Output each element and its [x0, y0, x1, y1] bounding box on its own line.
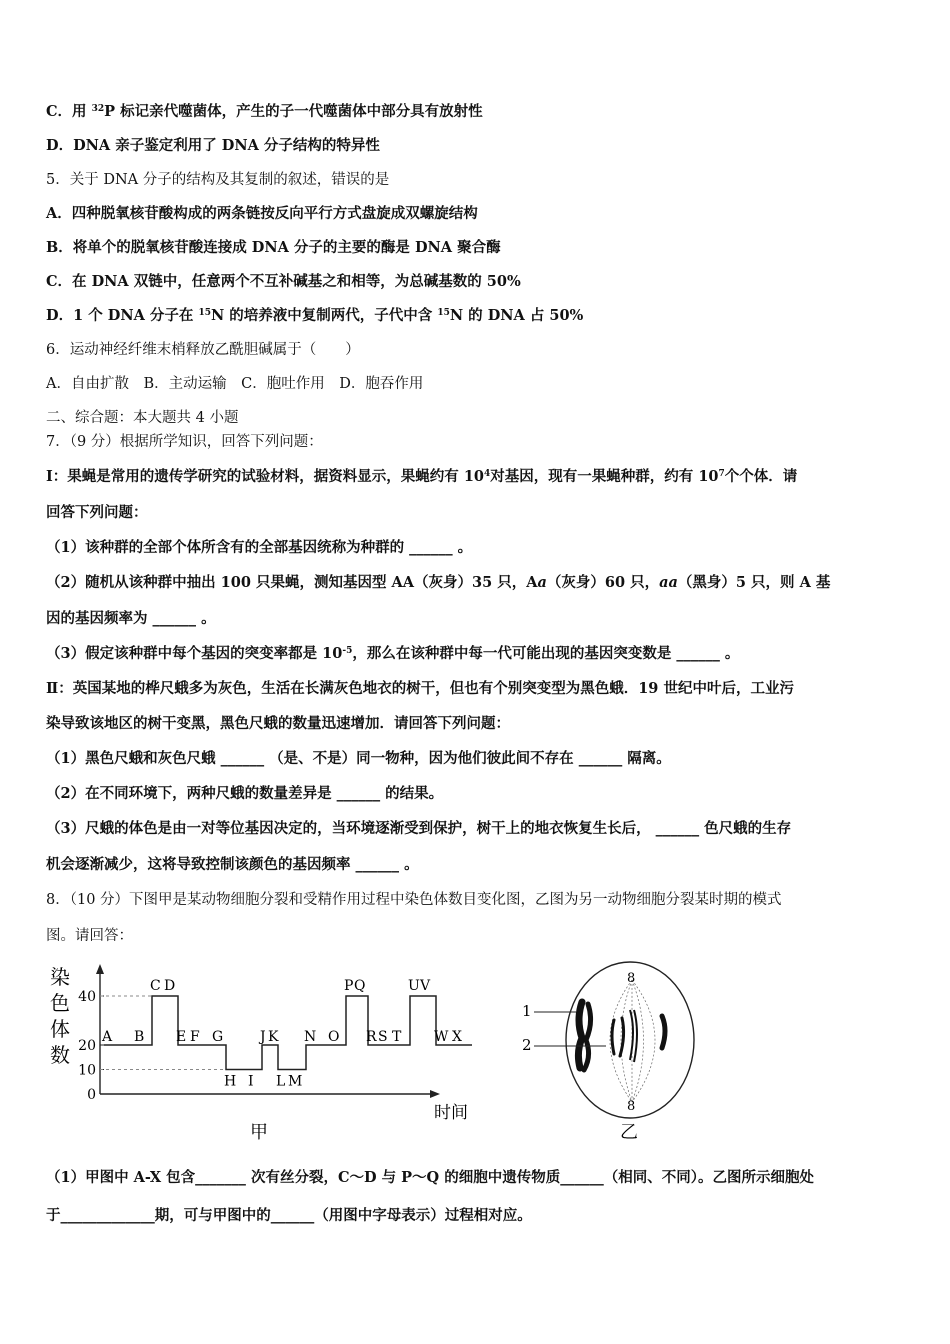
- cell-division-diagram: [510, 960, 710, 1145]
- chart-y-axis-arrow: [96, 964, 104, 974]
- chromosome-3: [620, 1018, 624, 1056]
- chart-point-label: R: [366, 1029, 377, 1045]
- centrosome-bottom: 8: [627, 1099, 636, 1114]
- chart-point-label: E: [176, 1029, 187, 1045]
- chart-series-line: [104, 996, 472, 1070]
- q8-sub-1: （1）甲图中 A-X 包含_______ 次有丝分裂，C～D 与 P～Q 的细胞中遗传物质______（相同、不同）。乙图所示细胞处: [46, 1169, 814, 1186]
- q6-stem: 6．运动神经纤维末梢释放乙酰胆碱属于（ ）: [46, 342, 360, 358]
- q7-i-1: （1）该种群的全部个体所含有的全部基因统称为种群的 ______ 。: [46, 539, 473, 556]
- chart-point-label: M: [288, 1073, 303, 1090]
- chart-point-label: X: [452, 1029, 462, 1045]
- chart-x-axis-arrow: [430, 1090, 440, 1098]
- q7-ii-2: （2）在不同环境下，两种尺蛾的数量差异是 ______ 的结果。: [46, 785, 444, 802]
- q4-option-d: D．DNA 亲子鉴定利用了 DNA 分子结构的特异性: [46, 137, 380, 154]
- chart-y-label-char: 体: [50, 1017, 70, 1041]
- chart-y-tick-label: 40: [78, 989, 96, 1005]
- q7-i-3: （3）假定该种群中每个基因的突变率都是 $10^{-5}$，那么在该种群中每一代可能出现的基因突变数是 ______ 。: [46, 645, 740, 662]
- chart-point-label: T: [392, 1029, 402, 1045]
- chart-point-label: F: [190, 1029, 200, 1045]
- chart-point-label: V: [420, 978, 431, 994]
- chart-point-label: W: [434, 1029, 449, 1045]
- chart-point-label: A: [102, 1029, 113, 1045]
- chart-point-label: N: [304, 1029, 317, 1045]
- chromosome-4: [630, 1010, 633, 1060]
- q5-option-b: B．将单个的脱氧核苷酸连接成 DNA 分子的主要的酶是 DNA 聚合酶: [46, 239, 501, 256]
- chart-point-label: D: [164, 978, 176, 994]
- q8-stem: 8．（10 分）下图甲是某动物细胞分裂和受精作用过程中染色体数目变化图，乙图为另一动物细胞分裂某时期的模式: [46, 892, 782, 908]
- q7-ii-3-line2: 机会逐渐减少，这将导致控制该颜色的基因频率 ______ 。: [46, 856, 419, 873]
- chart-point-label: P: [344, 978, 354, 994]
- chart-point-label: L: [276, 1073, 286, 1090]
- q7-ii-3: （3）尺蛾的体色是由一对等位基因决定的，当环境逐渐受到保护，树干上的地衣恢复生长后， ______ 色尺蛾的生存: [46, 820, 792, 837]
- chart-point-label: O: [328, 1029, 340, 1045]
- chart-point-label: B: [134, 1029, 145, 1045]
- chromosome-4-sister: [634, 1010, 637, 1062]
- q7-ii-1: （1）黑色尺蛾和灰色尺蛾 ______ （是、不是）同一物种，因为他们彼此间不存在 ______ 隔离。: [46, 750, 671, 767]
- chart-title: 甲: [250, 1122, 268, 1143]
- chart-y-tick-label: 10: [78, 1062, 96, 1079]
- q5-stem: 5．关于 DNA 分子的结构及其复制的叙述，错误的是: [46, 172, 390, 188]
- chart-y-axis-label: [50, 965, 70, 1067]
- chromosome-1: [578, 1002, 582, 1068]
- q8-stem-line2: 图。请回答：: [46, 928, 133, 944]
- chart-point-label: S: [378, 1029, 388, 1045]
- chart-point-label: C: [150, 978, 161, 994]
- chart-point-label: J: [260, 1029, 266, 1045]
- chart-point-label: G: [212, 1029, 224, 1045]
- label-2: 2: [522, 1036, 532, 1054]
- q7-i-2-line2: 因的基因频率为 ______ 。: [46, 610, 216, 627]
- chart-y-label-char: 数: [50, 1043, 70, 1067]
- chart-point-label: H: [224, 1073, 237, 1090]
- chart-y-label-char: 染: [50, 965, 70, 989]
- q6-options: A．自由扩散 B．主动运输 C．胞吐作用 D．胞吞作用: [46, 376, 424, 392]
- q7-i-2: （2）随机从该种群中抽出 100 只果蝇，测知基因型 AA（灰身）35 只，Aa（灰身）60 只，aa（黑身）5 只，则 A 基: [46, 574, 831, 591]
- chart-y-label-char: 色: [50, 991, 70, 1015]
- chromosome-2: [612, 1020, 614, 1054]
- section-heading: 二、综合题：本大题共 4 小题: [46, 410, 239, 426]
- chromosome-count-chart: [44, 960, 484, 1145]
- q7-part-ii: Ⅱ：英国某地的桦尺蛾多为灰色，生活在长满灰色地衣的树干，但也有个别突变型为黑色蛾．19 世纪中叶后，工业污: [46, 680, 794, 697]
- chart-point-label: K: [268, 1029, 279, 1045]
- q7-part-i: Ⅰ：果蝇是常用的遗传学研究的试验材料，据资料显示，果蝇约有 $10^4$对基因，现有一果蝇种群，约有 $10^7$个个体．请: [46, 468, 798, 485]
- q5-option-a: A．四种脱氧核苷酸构成的两条链按反向平行方式盘旋成双螺旋结构: [46, 205, 478, 222]
- chart-point-label: Q: [354, 978, 366, 994]
- chart-y-tick-label: 20: [78, 1038, 96, 1054]
- q7-part-ii-line2: 染导致该地区的树干变黑，黑色尺蛾的数量迅速增加．请回答下列问题：: [46, 715, 510, 732]
- chromosome-5: [662, 1016, 665, 1048]
- q4-option-c: C．用 $^{32}$P 标记亲代噬菌体，产生的子一代噬菌体中部分具有放射性: [46, 103, 483, 120]
- q8-sub-1-line2: 于_____________期，可与甲图中的______（用图中字母表示）过程相对应。: [46, 1207, 532, 1224]
- q5-option-d: D．1 个 DNA 分子在 $^{15}$N 的培养液中复制两代，子代中含 $^{15}$N 的 DNA 占 50%: [46, 307, 584, 324]
- chart-y-tick-label: 0: [87, 1087, 96, 1103]
- chromosome-1-sister: [584, 1004, 591, 1070]
- q7-stem: 7．（9 分）根据所学知识，回答下列问题：: [46, 434, 323, 450]
- chart-point-label: I: [248, 1073, 254, 1090]
- chart-point-label: U: [408, 978, 420, 994]
- figure-title: 乙: [620, 1122, 638, 1143]
- centrosome-top: 8: [627, 971, 636, 986]
- chart-x-axis-label: 时间: [434, 1103, 468, 1123]
- q7-part-i-line2: 回答下列问题：: [46, 504, 148, 521]
- label-1: 1: [522, 1002, 532, 1020]
- q5-option-c: C．在 DNA 双链中，任意两个不互补碱基之和相等，为总碱基数的 50%: [46, 273, 521, 290]
